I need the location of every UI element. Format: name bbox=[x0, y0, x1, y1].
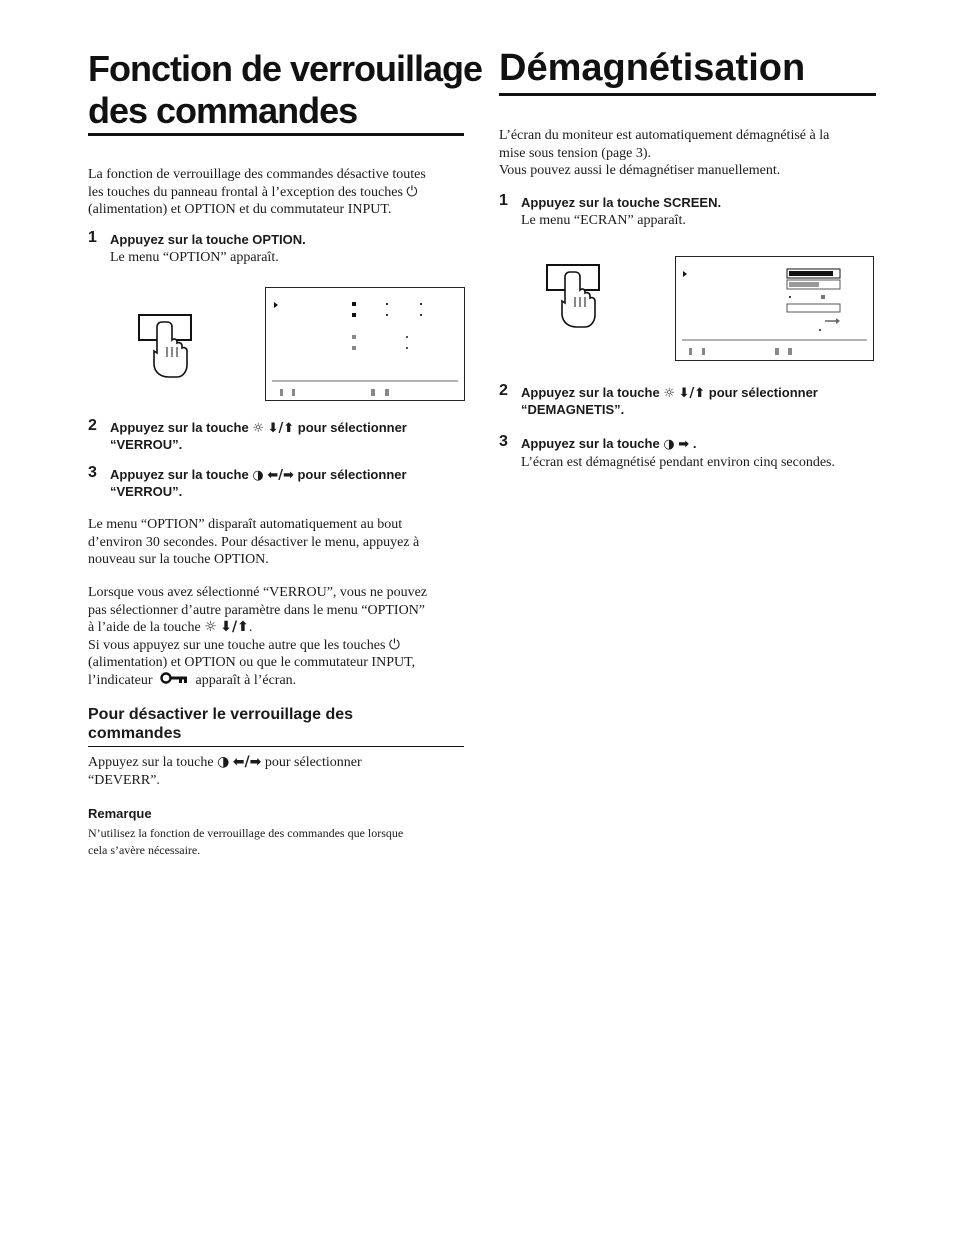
left-step3-line1 bbox=[110, 467, 460, 484]
left-intro bbox=[88, 166, 468, 219]
down-up-arrows-icon: ⬇/⬆ bbox=[267, 421, 295, 436]
down-up-arrows-icon: ⬇/⬆ bbox=[220, 619, 249, 635]
right-step1-number: 1 bbox=[499, 192, 508, 209]
left-step2-text-a: Appuyez sur la touche bbox=[110, 420, 249, 435]
left-para1-line3: nouveau sur la touche OPTION. bbox=[88, 552, 269, 567]
left-paragraph-verrou bbox=[88, 584, 468, 689]
remarque-line1: N’utilisez la fonction de verrouillage des commandes que lorsque bbox=[88, 826, 404, 840]
left-para2-line6-end: apparaît à l’écran. bbox=[195, 672, 297, 688]
left-para2-line5: (alimentation) et OPTION ou que le commutateur INPUT, bbox=[88, 655, 416, 670]
left-para1-line1: Le menu “OPTION” disparaît automatiquement au bout bbox=[88, 517, 403, 532]
left-intro-line2 bbox=[88, 184, 468, 202]
right-step1-instruction: Appuyez sur la touche SCREEN. bbox=[521, 195, 722, 210]
right-step3-number: 3 bbox=[499, 433, 508, 450]
deverrouillage-rule bbox=[88, 746, 464, 747]
left-title-line2: des commandes bbox=[88, 90, 358, 131]
left-step3-number: 3 bbox=[88, 464, 97, 481]
left-para2-line6 bbox=[88, 672, 468, 690]
brightness-icon: ☼ bbox=[204, 619, 217, 635]
left-step3-line2: “VERROU”. bbox=[110, 484, 183, 499]
left-step1-number: 1 bbox=[88, 229, 97, 246]
right-step3-text-a: Appuyez sur la touche bbox=[521, 436, 660, 451]
right-step3-text-b: . bbox=[692, 436, 697, 451]
right-title: Démagnétisation bbox=[499, 47, 806, 89]
left-intro-line3: (alimentation) et OPTION et du commutateur INPUT. bbox=[88, 202, 392, 217]
deverrouillage-heading bbox=[88, 705, 468, 743]
left-para2-line4 bbox=[88, 637, 468, 655]
deverrouillage-heading-line2: commandes bbox=[88, 725, 182, 742]
left-step3-text-b: pour sélectionner bbox=[297, 467, 407, 482]
right-intro-line1: L’écran du moniteur est automatiquement démagnétisé à la bbox=[499, 128, 830, 143]
left-step2-line2: “VERROU”. bbox=[110, 437, 183, 452]
right-arrow-icon: ➡ bbox=[678, 437, 690, 452]
contrast-icon: ◑ bbox=[217, 754, 230, 770]
left-step2-line1 bbox=[110, 420, 460, 437]
deverrouillage-text bbox=[88, 754, 468, 789]
left-para1-line2: d’environ 30 secondes. Pour désactiver le menu, appuyez à bbox=[88, 534, 420, 550]
left-title-rule bbox=[88, 133, 464, 136]
power-icon: ⏻ bbox=[388, 636, 400, 653]
left-step1-result: Le menu “OPTION” apparaît. bbox=[110, 250, 279, 265]
right-intro-line2: mise sous tension (page 3). bbox=[499, 145, 652, 161]
right-step3 bbox=[521, 436, 881, 472]
brightness-icon: ☼ bbox=[663, 386, 675, 401]
right-step3-result: L’écran est démagnétisé pendant environ cinq secondes. bbox=[521, 455, 835, 470]
left-paragraph-timeout bbox=[88, 516, 468, 569]
left-para2-line1: Lorsque vous avez sélectionné “VERROU”, vous ne pouvez bbox=[88, 585, 428, 600]
contrast-icon: ◑ bbox=[663, 437, 675, 452]
remarque-text bbox=[88, 825, 468, 859]
left-title bbox=[88, 48, 482, 132]
left-para2-line3-text: à l’aide de la touche bbox=[88, 620, 201, 635]
contrast-icon: ◑ bbox=[252, 468, 264, 483]
left-para2-line3: à l’aide de la touche ☼ ⬇/⬆. bbox=[88, 619, 253, 635]
right-step3-line1 bbox=[521, 436, 881, 453]
remarque-title: Remarque bbox=[88, 806, 152, 821]
right-step2-line2: “DEMAGNETIS”. bbox=[521, 402, 625, 417]
left-para2-line4-text: Si vous appuyez sur une touche autre que les touches bbox=[88, 637, 386, 653]
option-menu-screen bbox=[265, 287, 465, 401]
left-right-arrows-icon: ⬅/➡ bbox=[267, 468, 294, 483]
right-intro-line3: Vous pouvez aussi le démagnétiser manuellement. bbox=[499, 163, 781, 178]
left-step2-number: 2 bbox=[88, 417, 97, 434]
right-title-rule bbox=[499, 93, 876, 96]
hand-press-icon bbox=[137, 313, 195, 379]
right-step1-result: Le menu “ECRAN” apparaît. bbox=[521, 213, 686, 228]
remarque-line2: cela s’avère nécessaire. bbox=[88, 843, 201, 857]
left-para2-line6-text: l’indicateur bbox=[88, 672, 153, 688]
deverr-text-a: Appuyez sur la touche bbox=[88, 755, 214, 770]
right-step2 bbox=[521, 385, 871, 418]
left-step1-instruction: Appuyez sur la touche OPTION. bbox=[110, 232, 306, 247]
left-intro-line1: La fonction de verrouillage des commandes désactive toutes bbox=[88, 167, 426, 182]
right-step2-text-a: Appuyez sur la touche bbox=[521, 385, 660, 400]
left-step3 bbox=[110, 467, 460, 500]
right-step2-text-b: pour sélectionner bbox=[708, 385, 818, 400]
ecran-menu-screen bbox=[675, 256, 874, 361]
left-right-arrows-icon: ⬅/➡ bbox=[232, 754, 262, 770]
left-step2-text-b: pour sélectionner bbox=[297, 420, 407, 435]
left-intro-line2-text: les touches du panneau frontal à l’exception des touches bbox=[88, 184, 403, 200]
right-step2-number: 2 bbox=[499, 382, 508, 399]
left-step3-text-a: Appuyez sur la touche bbox=[110, 467, 249, 482]
deverr-text-b: pour sélectionner bbox=[264, 755, 362, 770]
brightness-icon: ☼ bbox=[252, 421, 264, 436]
deverrouillage-heading-line1: Pour désactiver le verrouillage des bbox=[88, 706, 354, 723]
power-icon: ⏻ bbox=[406, 183, 418, 200]
down-up-arrows-icon: ⬇/⬆ bbox=[678, 386, 706, 401]
left-title-line1: Fonction de verrouillage bbox=[88, 48, 483, 89]
left-step2 bbox=[110, 420, 460, 453]
deverr-line2: “DEVERR”. bbox=[88, 772, 160, 788]
key-icon bbox=[160, 672, 188, 690]
left-step1 bbox=[110, 232, 460, 267]
deverr-line1 bbox=[88, 754, 468, 772]
right-step2-line1 bbox=[521, 385, 871, 402]
hand-press-icon bbox=[545, 263, 603, 329]
right-intro bbox=[499, 127, 889, 180]
left-para2-line2: pas sélectionner d’autre paramètre dans le menu “OPTION” bbox=[88, 602, 426, 618]
right-step1 bbox=[521, 195, 871, 230]
